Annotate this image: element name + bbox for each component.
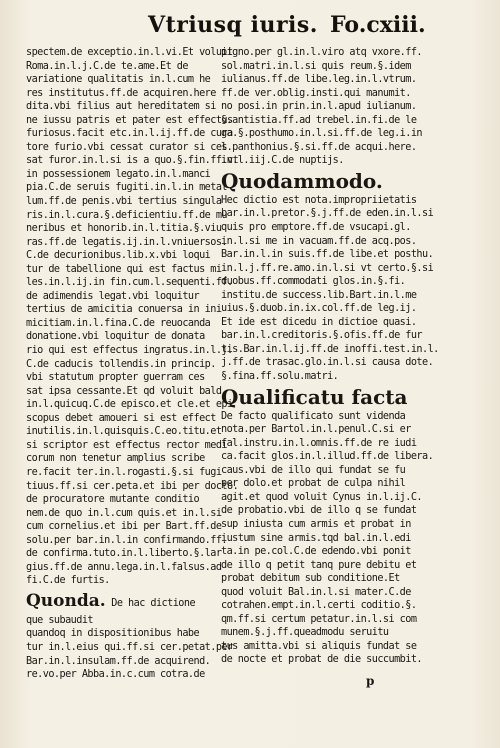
text-line: rio qui est effectus ingratus.in.l.j. [26,345,233,357]
text-line: furiosus.facit etc.in.l.ij.ff.de cura [26,128,233,140]
text-line: per dolo.et probat de culpa nihil [221,478,406,490]
text-line: de probatio.vbi de illo q se fundat [221,505,417,517]
text-line: vbi statutum propter guerram ces [26,372,205,384]
text-line: de nocte et probat de die succumbit. [221,654,423,666]
text-line: ta.in pe.col.C.de edendo.vbi ponit [221,546,411,558]
text-line: in.l.si me in vacuam.ff.de acq.pos. [221,235,417,247]
text-line: in.l.j.ff.re.amo.in.l.si vt certo.§.si [221,262,434,274]
right-text-column [221,46,439,667]
text-line: tiuus.ff.si cer.peta.et ibi per docto. [26,480,239,492]
text-line: Bar.in.l.insulam.ff.de acquirend. [26,655,211,667]
text-line: solu.per bar.in.l.in confirmando.ff. [26,534,228,546]
text-line: quod voluit Bal.in.l.si mater.C.de [221,586,411,598]
heading-qualificatu: Qualificatu facta [221,384,408,409]
text-line: qm.ff.si certum petatur.in.l.si com [221,613,417,625]
text-line: munem.§.j.ff.queadmodu seruitu [221,627,389,639]
text-line: tis.Bar.in.l.ij.ff.de inoffi.test.in.l. [221,343,439,355]
text-line: quis pro emptore.ff.de vsucapi.gl. [221,222,411,234]
text-line: ff.de ver.oblig.insti.qui manumit. [221,87,411,99]
text-line: de illo q petit tanq pure debitu et [221,559,417,571]
text-line: iulianus.ff.de libe.leg.in.l.vtrum. [221,74,417,86]
text-line: spectem.de exceptio.in.l.vi.Et voluit [26,47,233,58]
text-line: si scriptor est effectus rector medi [26,439,228,451]
text-line: que subaudit [26,614,94,626]
text-line: De facto qualificato sunt videnda [221,410,406,422]
text-line: bar.in.l.creditoris.§.ofis.ff.de fur [221,330,423,342]
text-line: in.l.quicuq.C.de episco.et cle.et epi [26,399,233,411]
text-line: de adimendis legat.vbi loquitur [26,290,200,302]
heading-quonda: Quonda. [26,590,106,611]
text-line: ras.ff.de legatis.ij.in.l.vniuersos. [26,236,228,248]
text-line: Et ide est dicedu in dictioe quasi. [221,316,417,328]
text-line: scopus debet amoueri si est effect [26,412,216,424]
text-line: cum cornelius.et ibi per Bart.ff.de [26,521,222,533]
text-line: donatione.vbi loquitur de donata [26,331,205,343]
heading-quonda-rest: De hac dictione [111,597,196,609]
text-line: sup iniusta cum armis et probat in [221,518,411,530]
folio-number: Fo.cxiii. [330,12,426,38]
running-header [0,10,500,40]
text-line: re.facit ter.in.l.rogasti.§.si fugi [26,466,222,478]
text-line: ca.facit glos.in.l.illud.ff.de libera. [221,451,434,463]
text-line: ris.in.l.cura.§.deficientiu.ff.de mu [26,209,228,221]
text-line: §.fina.ff.solu.matri. [221,371,339,383]
text-line: pigno.per gl.in.l.viro atq vxore.ff. [221,47,423,58]
text-line: ga.§.posthumo.in.l.si.ff.de leg.i.in [221,128,423,140]
text-line: res institutus.ff.de acquiren.here [26,87,216,99]
text-line: nem.de quo in.l.cum quis.et in.l.si [26,507,222,519]
left-heading-line [26,588,216,614]
text-line: variatione qualitatis in.l.cum he [26,74,211,86]
text-line: institu.de success.lib.Bart.in.l.me [221,289,417,301]
text-line: duobus.ff.commodati glos.in.§.fi. [221,276,406,288]
text-line: tore furio.vbi cessat curator si ces [26,141,228,153]
text-line: C.de decurionibus.lib.x.vbi loqui [26,250,211,262]
text-line: bar.in.l.pretor.§.j.ff.de eden.in.l.si [221,208,434,220]
text-line: l.panthonius.§.si.ff.de acqui.here. [221,141,417,153]
text-line: j.ff.de trasac.glo.in.l.si causa dote. [221,357,434,369]
text-line: §.antistia.ff.ad trebel.in.fi.de le [221,114,417,126]
text-line: fi.C.de furtis. [26,575,110,587]
text-line: Bar.in.l.in suis.ff.de libe.et posthu. [221,249,434,261]
text-line: re.vo.per Abba.in.c.cum cotra.de [26,669,205,681]
text-line: tur in.l.eius qui.ff.si cer.petat.per [26,641,233,653]
text-line: quandoq in dispositionibus habe [26,628,200,640]
text-line: de confirma.tuto.in.l.liberto.§.lar [26,548,222,560]
text-line: inutilis.in.l.quisquis.C.eo.titu.et [26,426,222,438]
left-text-column [26,46,239,682]
text-line: pia.C.de seruis fugiti.in.l.in metal [26,182,228,194]
text-line: ne iussu patris et pater est effectus [26,114,233,126]
text-line: agit.et quod voluit Cynus in.l.ij.C. [221,491,423,503]
text-line: Hec dictio est nota.impropriietatis [221,194,417,206]
text-line: no posi.in prin.in.l.apud iulianum. [221,101,417,113]
text-line: gius.ff.de annu.lega.in.l.falsus.ad [26,561,222,573]
text-line: corum non tenetur amplius scribe [26,453,205,465]
right-paragraph-qualificatu [221,410,434,667]
text-line: les.in.l.ij.in fin.cum.l.sequenti.ff. [26,277,233,289]
text-line: cotrahen.empt.in.l.certi coditio.§. [221,600,417,612]
text-line: iustum sine armis.tqd bal.in.l.edi [221,532,411,544]
right-paragraph-top [221,46,421,168]
text-line: in.l.iij.C.de nuptijs. [221,155,344,167]
text-line: uius.§.duob.in.ix.col.ff.de leg.ij. [221,303,417,315]
text-line: sat furor.in.l.si is a quo.§.fin.ff.vt [26,155,239,167]
text-line: sol.matri.in.l.si quis reum.§.idem [221,60,411,72]
text-line: tur de tabellione qui est factus mi [26,263,222,275]
text-line: Roma.in.l.j.C.de te.ame.Et de [26,60,188,72]
right-paragraph-quodammodo [221,194,439,384]
text-line: C.de caducis tollendis.in princip. [26,358,216,370]
text-line: in possessionem legato.in.l.manci [26,168,211,180]
text-line: tertius de amicitia conuersa in ini [26,304,222,316]
text-line: fal.instru.in.l.omnis.ff.de re iudi [221,437,417,449]
text-line: micitiam.in.l.fina.C.de reuocanda [26,317,211,329]
running-title: Vtriusq iuris. [148,12,318,38]
text-line: caus.vbi de illo qui fundat se fu [221,464,406,476]
text-line: tus amitta.vbi si aliquis fundat se [221,640,417,652]
text-line: probat debitum sub conditione.Et [221,573,400,585]
text-line: sat ipsa cessante.Et qd voluit bald. [26,385,228,397]
text-line: de procuratore mutante conditio [26,494,200,506]
heading-quodammodo: Quodammodo. [221,168,383,193]
text-line: neribus et honorib.in.l.titia.§.viu [26,223,222,235]
text-line: nota.per Bartol.in.l.penul.C.si er [221,424,411,436]
left-paragraph-quonda [26,614,233,682]
text-line: dita.vbi filius aut hereditatem si [26,101,216,113]
left-paragraph [26,46,239,588]
text-line: lum.ff.de penis.vbi tertius singula [26,196,222,208]
signature-mark: p [366,674,375,688]
